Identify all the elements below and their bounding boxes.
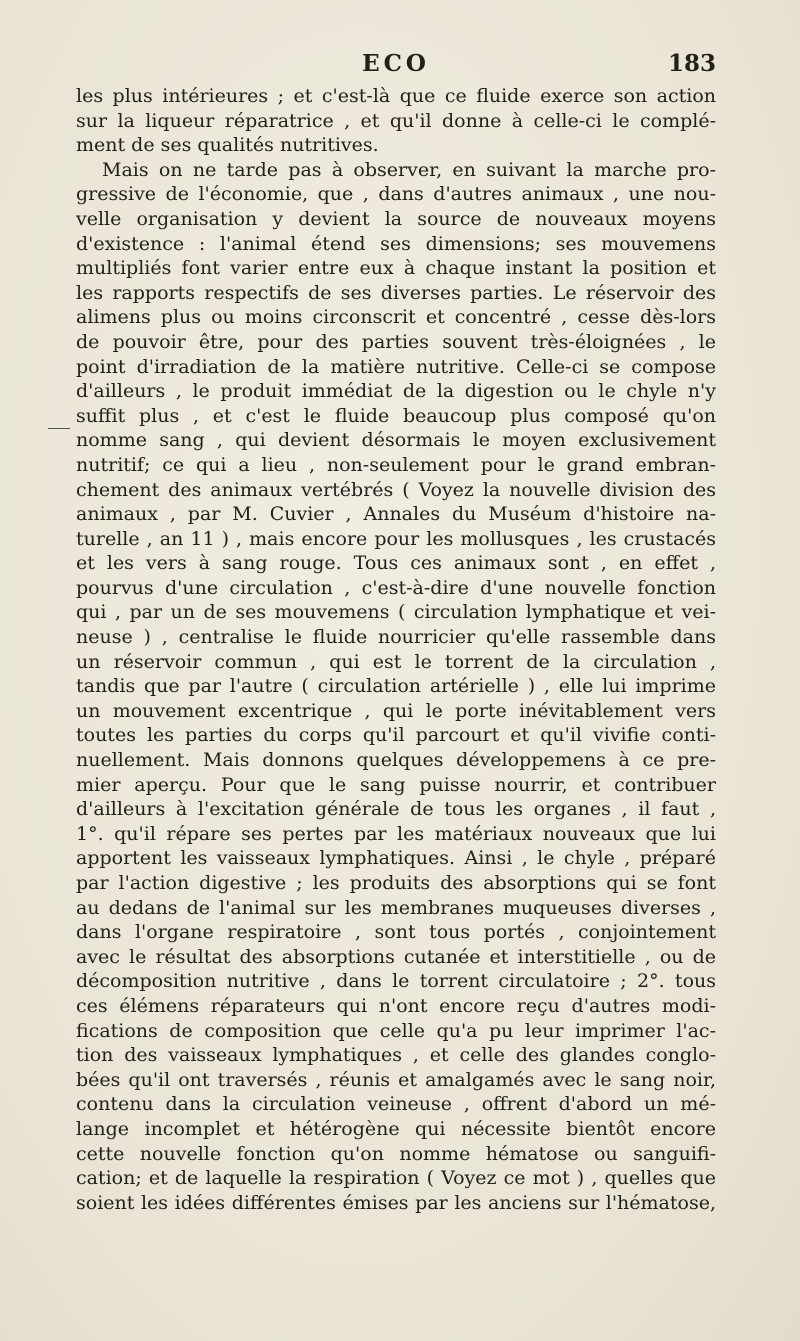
text-line: de pouvoir être, pour des parties souvent très-éloignées , le xyxy=(76,330,716,353)
text-line: nuellement. Mais donnons quelques développemens à ce pre- xyxy=(76,749,716,772)
text-line: velle organisation y devient la source de nouveaux moyens xyxy=(76,207,716,230)
text-line: tion des vaisseaux lymphatiques , et celle des glandes conglo- xyxy=(76,1044,716,1067)
text-line: et les vers à sang rouge. Tous ces animaux sont , en effet , xyxy=(76,552,716,575)
text-line: cation; et de laquelle la respiration ( Voyez ce mot ) , quelles que xyxy=(76,1167,716,1190)
text-line: turelle , an 11 ) , mais encore pour les mollusques , les crustacés xyxy=(76,527,716,550)
text-line: chement des animaux vertébrés ( Voyez la nouvelle division des xyxy=(76,478,716,501)
text-line: lange incomplet et hétérogène qui nécessite bientôt encore xyxy=(76,1117,716,1140)
text-line: toutes les parties du corps qu'il parcourt et qu'il vivifie conti- xyxy=(76,724,716,747)
text-line: neuse ) , centralise le fluide nourricier qu'elle rassemble dans xyxy=(76,626,716,649)
text-line: avec le résultat des absorptions cutanée et interstitielle , ou de xyxy=(76,945,716,968)
text-line: bées qu'il ont traversés , réunis et amalgamés avec le sang noir, xyxy=(76,1068,716,1091)
text-line: gressive de l'économie, que , dans d'autres animaux , une nou- xyxy=(76,183,716,206)
text-line: les rapports respectifs de ses diverses parties. Le réservoir des xyxy=(76,281,716,304)
text-line: contenu dans la circulation veineuse , offrent d'abord un mé- xyxy=(76,1093,716,1116)
text-line: Mais on ne tarde pas à observer, en suivant la marche pro- xyxy=(102,158,716,181)
text-line: tandis que par l'autre ( circulation artérielle ) , elle lui imprime xyxy=(76,675,716,698)
text-line: apportent les vaisseaux lymphatiques. Ainsi , le chyle , préparé xyxy=(76,847,716,870)
text-line: dans l'organe respiratoire , sont tous portés , conjointement xyxy=(76,921,716,944)
text-line: suffit plus , et c'est le fluide beaucoup plus composé qu'on xyxy=(76,404,716,427)
text-line: mier aperçu. Pour que le sang puisse nourrir, et contribuer xyxy=(76,773,716,796)
running-head: ECO xyxy=(362,50,430,77)
text-line: cette nouvelle fonction qu'on nomme hématose ou sanguifi- xyxy=(76,1142,716,1165)
text-line: sur la liqueur réparatrice , et qu'il donne à celle-ci le complé- xyxy=(76,109,716,132)
text-line: nutritif; ce qui a lieu , non-seulement pour le grand embran- xyxy=(76,453,716,476)
text-line: animaux , par M. Cuvier , Annales du Muséum d'histoire na- xyxy=(76,503,716,526)
page-number: 183 xyxy=(667,50,716,77)
text-line: multipliés font varier entre eux à chaque instant la position et xyxy=(76,257,716,280)
text-line: décomposition nutritive , dans le torrent circulatoire ; 2°. tous xyxy=(76,970,716,993)
text-line: d'ailleurs à l'excitation générale de tous les organes , il faut , xyxy=(76,798,716,821)
text-line: qui , par un de ses mouvemens ( circulation lymphatique et vei- xyxy=(76,601,716,624)
text-line: d'ailleurs , le produit immédiat de la digestion ou le chyle n'y xyxy=(76,380,716,403)
text-line: fications de composition que celle qu'a pu leur imprimer l'ac- xyxy=(76,1019,716,1042)
text-line: ment de ses qualités nutritives. xyxy=(76,134,379,157)
text-line: nomme sang , qui devient désormais le moyen exclusivement xyxy=(76,429,716,452)
text-line: un réservoir commun , qui est le torrent de la circulation , xyxy=(76,650,716,673)
text-line: un mouvement excentrique , qui le porte inévitablement vers xyxy=(76,699,716,722)
text-line: alimens plus ou moins circonscrit et concentré , cesse dès-lors xyxy=(76,306,716,329)
text-line: d'existence : l'animal étend ses dimensions; ses mouvemens xyxy=(76,232,716,255)
margin-mark xyxy=(48,428,70,429)
body-text xyxy=(76,84,716,1215)
text-line: par l'action digestive ; les produits des absorptions qui se font xyxy=(76,872,716,894)
text-line: au dedans de l'animal sur les membranes muqueuses diverses , xyxy=(76,896,716,919)
text-line: 1°. qu'il répare ses pertes par les matériaux nouveaux que lui xyxy=(76,822,716,845)
text-line: soient les idées différentes émises par les anciens sur l'hématose, xyxy=(76,1191,716,1214)
text-line: ces élémens réparateurs qui n'ont encore reçu d'autres modi- xyxy=(76,994,716,1017)
text-line: pourvus d'une circulation , c'est-à-dire d'une nouvelle fonction xyxy=(76,576,716,599)
page-header xyxy=(76,50,716,82)
text-line: les plus intérieures ; et c'est-là que ce fluide exerce son action xyxy=(76,85,716,107)
text-line: point d'irradiation de la matière nutritive. Celle-ci se compose xyxy=(76,355,716,378)
